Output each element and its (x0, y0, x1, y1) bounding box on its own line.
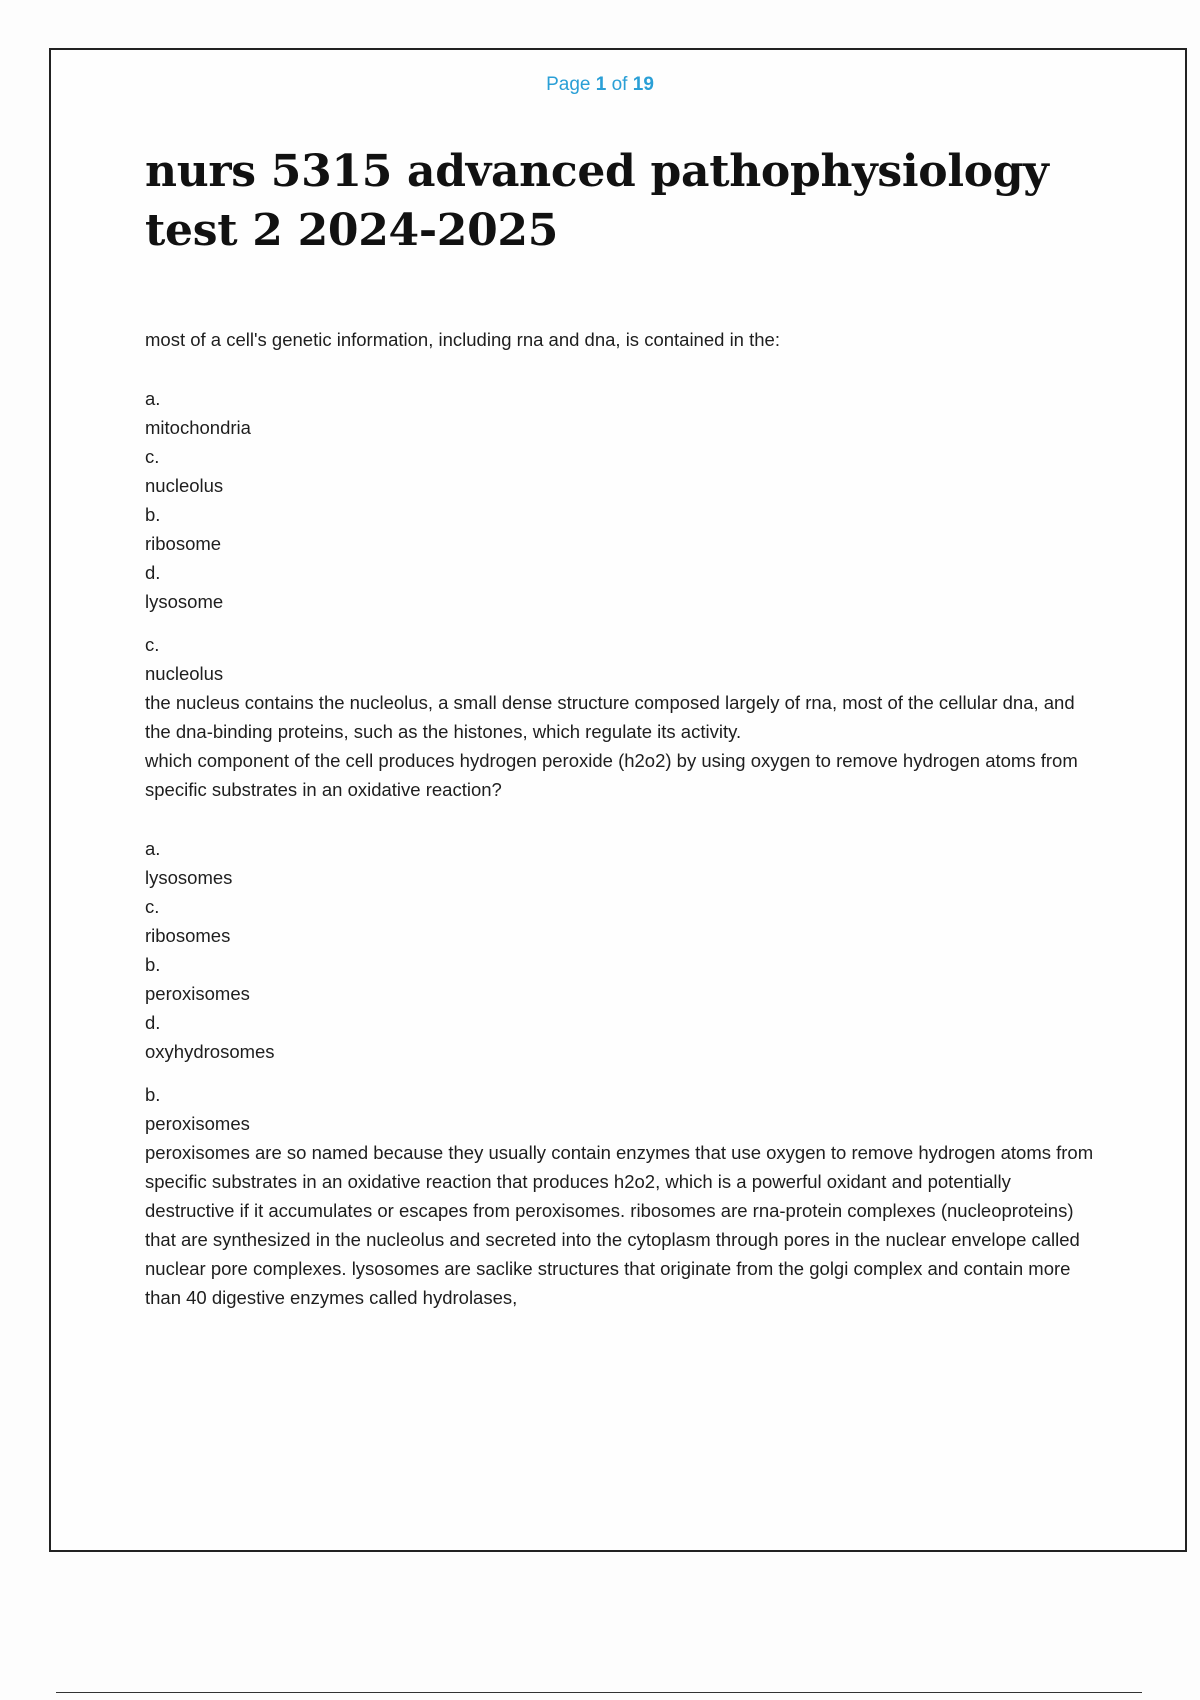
question-2-answer (145, 1080, 1095, 1138)
option-value: nucleolus (145, 475, 224, 496)
answer-letter: b. (145, 1084, 161, 1105)
page-current: 1 (595, 74, 607, 95)
option-letter: b. (145, 504, 161, 525)
option-letter: c. (145, 446, 160, 467)
option-value: lysosomes (145, 867, 233, 888)
option-value: peroxisomes (145, 983, 250, 1004)
option-value: oxyhydrosomes (145, 1041, 275, 1062)
answer-value: peroxisomes (145, 1113, 250, 1134)
question-2-text: which component of the cell produces hydrogen peroxide (h2o2) by using oxygen to remove hydrogen atoms from specific substrates in an oxidative reaction? (145, 750, 1078, 800)
option-value: mitochondria (145, 417, 251, 438)
page-prefix: Page (546, 74, 591, 95)
answer-letter: c. (145, 634, 160, 655)
title-line-2: test 2 2024-2025 (145, 205, 559, 256)
question-2-options (145, 834, 1095, 1066)
question-2-explanation: peroxisomes are so named because they usually contain enzymes that use oxygen to remove hydrogen atoms from specific substrates in an oxidative reaction that produces h2o2, which is a powerful oxidant and potentially destructive if it accumulates or escapes from peroxisomes. ribosomes are rna-protein complexes (nucleoproteins) that are synthesized in the nucleolus and secreted into the cytoplasm through pores in the nuclear envelope called nuclear pore complexes. lysosomes are saclike structures that originate from the golgi complex and contain more than 40 digestive enzymes called hydrolases, (145, 1142, 1094, 1308)
option-letter: a. (145, 388, 161, 409)
document-title (145, 142, 1085, 260)
page-total: 19 (632, 74, 654, 95)
question-1-text: most of a cell's genetic information, including rna and dna, is contained in the: (145, 329, 780, 350)
option-value: ribosomes (145, 925, 231, 946)
answer-value: nucleolus (145, 663, 224, 684)
question-1-explanation: the nucleus contains the nucleolus, a small dense structure composed largely of rna, most of the cellular dna, and the dna-binding proteins, such as the histones, which regulate its activity. (145, 692, 1075, 742)
page-of: of (611, 74, 628, 95)
option-letter: d. (145, 1012, 161, 1033)
bottom-rule (56, 1692, 1142, 1693)
title-line-1: nurs 5315 advanced pathophysiology (145, 146, 1049, 197)
option-value: lysosome (145, 591, 224, 612)
page-counter (0, 74, 1200, 96)
option-value: ribosome (145, 533, 222, 554)
option-letter: a. (145, 838, 161, 859)
option-letter: d. (145, 562, 161, 583)
option-letter: c. (145, 896, 160, 917)
option-letter: b. (145, 954, 161, 975)
document-body (145, 325, 1095, 1312)
question-1-answer (145, 630, 1095, 688)
question-1-options (145, 384, 1095, 616)
